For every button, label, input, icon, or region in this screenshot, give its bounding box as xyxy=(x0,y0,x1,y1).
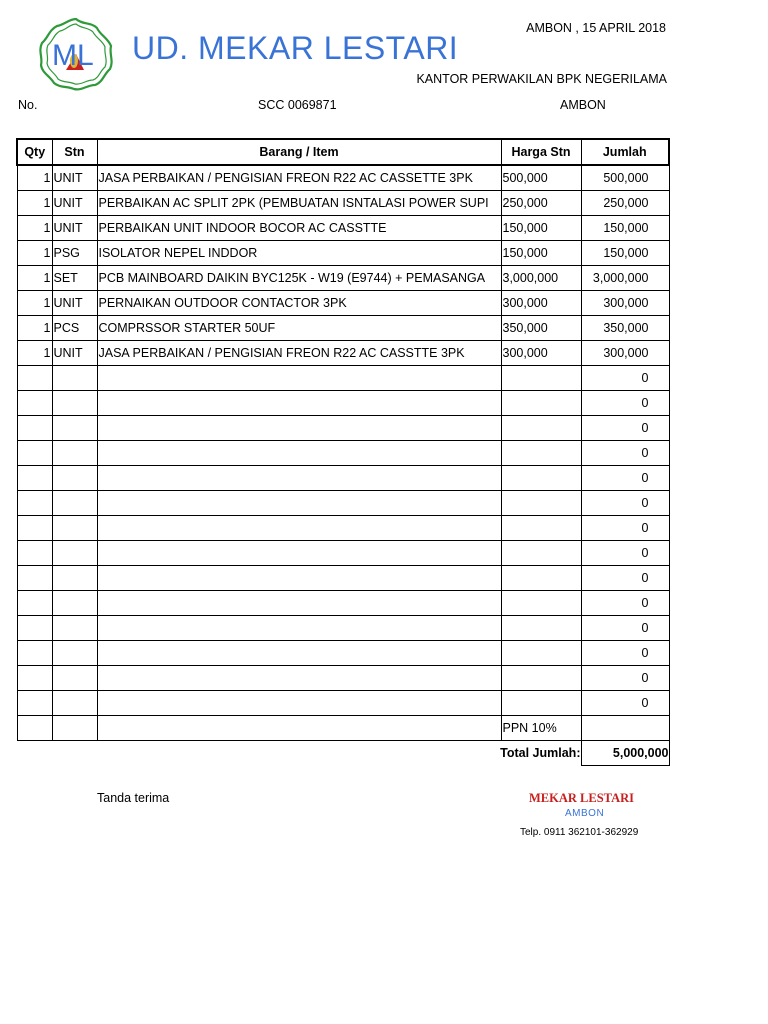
company-name: UD. MEKAR LESTARI xyxy=(132,30,459,66)
cell-qty: 1 xyxy=(17,241,52,266)
cell-total: 500,000 xyxy=(581,165,669,191)
cell-item xyxy=(97,616,501,641)
ppn-label: PPN 10% xyxy=(501,716,581,741)
cell-total: 0 xyxy=(581,416,669,441)
column-header-price: Harga Stn xyxy=(501,139,581,165)
cell-qty xyxy=(17,366,52,391)
cell-qty: 1 xyxy=(17,341,52,366)
table-row xyxy=(17,416,669,441)
cell-qty: 1 xyxy=(17,165,52,191)
cell-price xyxy=(501,566,581,591)
cell-qty: 1 xyxy=(17,291,52,316)
cell-stn xyxy=(52,591,97,616)
cell-item xyxy=(97,441,501,466)
table-row xyxy=(17,165,669,191)
cell-item xyxy=(97,566,501,591)
cell-qty xyxy=(17,541,52,566)
cell-stn: UNIT xyxy=(52,341,97,366)
cell-qty xyxy=(17,391,52,416)
company-logo xyxy=(36,16,116,92)
cell-price xyxy=(501,616,581,641)
city-label: AMBON xyxy=(560,98,606,112)
cell-stn xyxy=(52,516,97,541)
cell-qty xyxy=(17,566,52,591)
cell-qty xyxy=(17,591,52,616)
cell-qty: 1 xyxy=(17,191,52,216)
cell-qty xyxy=(17,666,52,691)
table-row xyxy=(17,266,669,291)
ppn-row xyxy=(17,716,669,741)
cell-stn xyxy=(52,566,97,591)
cell-qty xyxy=(17,516,52,541)
cell-total: 0 xyxy=(581,541,669,566)
column-header-total: Jumlah xyxy=(581,139,669,165)
signature-company: MEKAR LESTARI xyxy=(529,791,634,805)
table-row xyxy=(17,391,669,416)
table-row xyxy=(17,291,669,316)
cell-stn: UNIT xyxy=(52,216,97,241)
cell-item xyxy=(97,391,501,416)
cell-total: 300,000 xyxy=(581,341,669,366)
cell-stn xyxy=(52,616,97,641)
ppn-value xyxy=(581,716,669,741)
cell-stn: SET xyxy=(52,266,97,291)
cell-item xyxy=(97,491,501,516)
phone-number: Telp. 0911 362101-362929 xyxy=(520,827,639,838)
cell-total: 3,000,000 xyxy=(581,266,669,291)
table-row xyxy=(17,641,669,666)
cell-total: 250,000 xyxy=(581,191,669,216)
cell-qty: 1 xyxy=(17,266,52,291)
column-header-qty: Qty xyxy=(17,139,52,165)
cell-stn xyxy=(52,366,97,391)
cell-item: PCB MAINBOARD DAIKIN BYC125K - W19 (E9744) + PEMASANGA xyxy=(97,266,501,291)
cell-qty: 1 xyxy=(17,316,52,341)
cell-total: 0 xyxy=(581,391,669,416)
cell-qty xyxy=(17,416,52,441)
cell-total: 0 xyxy=(581,641,669,666)
total-value: 5,000,000 xyxy=(581,741,669,766)
cell-item: PERBAIKAN UNIT INDOOR BOCOR AC CASSTTE xyxy=(97,216,501,241)
cell-total: 0 xyxy=(581,591,669,616)
table-row xyxy=(17,491,669,516)
table-header-row xyxy=(17,139,669,165)
cell-stn xyxy=(52,691,97,716)
cell-qty xyxy=(17,641,52,666)
total-row xyxy=(17,741,669,766)
cell-price xyxy=(501,641,581,666)
cell-item: COMPRSSOR STARTER 50UF xyxy=(97,316,501,341)
cell-stn: PCS xyxy=(52,316,97,341)
table-row xyxy=(17,541,669,566)
cell-price xyxy=(501,416,581,441)
cell-price: 150,000 xyxy=(501,241,581,266)
cell-price xyxy=(501,591,581,616)
cell-price xyxy=(501,691,581,716)
cell-item xyxy=(97,541,501,566)
cell-stn xyxy=(52,416,97,441)
cell-stn xyxy=(52,491,97,516)
cell-item xyxy=(97,466,501,491)
cell-total: 0 xyxy=(581,441,669,466)
cell-stn xyxy=(52,641,97,666)
cell-price: 300,000 xyxy=(501,291,581,316)
cell-total: 0 xyxy=(581,466,669,491)
table-row xyxy=(17,466,669,491)
number-label: No. xyxy=(18,98,38,112)
cell-item xyxy=(97,416,501,441)
cell-stn: UNIT xyxy=(52,165,97,191)
cell-stn xyxy=(52,391,97,416)
cell-stn: UNIT xyxy=(52,291,97,316)
table-row xyxy=(17,516,669,541)
cell-item xyxy=(97,641,501,666)
cell-price xyxy=(501,366,581,391)
table-row xyxy=(17,666,669,691)
cell-price: 300,000 xyxy=(501,341,581,366)
table-row xyxy=(17,316,669,341)
cell-item: ISOLATOR NEPEL INDDOR xyxy=(97,241,501,266)
table-row xyxy=(17,441,669,466)
cell-item xyxy=(97,516,501,541)
cell-total: 150,000 xyxy=(581,216,669,241)
cell-item: PERNAIKAN OUTDOOR CONTACTOR 3PK xyxy=(97,291,501,316)
cell-total: 0 xyxy=(581,691,669,716)
cell-stn: PSG xyxy=(52,241,97,266)
cell-item xyxy=(97,666,501,691)
cell-qty xyxy=(17,616,52,641)
total-label: Total Jumlah: xyxy=(500,746,581,761)
table-row xyxy=(17,566,669,591)
cell-price xyxy=(501,516,581,541)
cell-price xyxy=(501,391,581,416)
cell-total: 150,000 xyxy=(581,241,669,266)
cell-qty xyxy=(17,691,52,716)
cell-total: 0 xyxy=(581,666,669,691)
cell-total: 350,000 xyxy=(581,316,669,341)
table-row xyxy=(17,191,669,216)
cell-price xyxy=(501,541,581,566)
cell-stn: UNIT xyxy=(52,191,97,216)
table-row xyxy=(17,616,669,641)
addressee: KANTOR PERWAKILAN BPK NEGERILAMA xyxy=(416,72,667,86)
cell-item: JASA PERBAIKAN / PENGISIAN FREON R22 AC CASSTTE 3PK xyxy=(97,341,501,366)
cell-price: 250,000 xyxy=(501,191,581,216)
cell-total: 0 xyxy=(581,516,669,541)
cell-price: 3,000,000 xyxy=(501,266,581,291)
receipt-signature-label: Tanda terima xyxy=(97,791,170,805)
cell-price xyxy=(501,441,581,466)
signature-city: AMBON xyxy=(565,808,605,819)
cell-total: 0 xyxy=(581,616,669,641)
logo-text: ML xyxy=(52,39,94,72)
cell-stn xyxy=(52,666,97,691)
cell-price: 150,000 xyxy=(501,216,581,241)
cell-total: 0 xyxy=(581,491,669,516)
table-row xyxy=(17,241,669,266)
column-header-stn: Stn xyxy=(52,139,97,165)
cell-stn xyxy=(52,441,97,466)
cell-item: JASA PERBAIKAN / PENGISIAN FREON R22 AC CASSETTE 3PK xyxy=(97,165,501,191)
cell-price xyxy=(501,666,581,691)
reference-number: SCC 0069871 xyxy=(258,98,337,112)
cell-item xyxy=(97,366,501,391)
document-date: AMBON , 15 APRIL 2018 xyxy=(526,21,666,35)
table-row xyxy=(17,216,669,241)
cell-item xyxy=(97,591,501,616)
cell-qty xyxy=(17,466,52,491)
cell-qty xyxy=(17,441,52,466)
cell-price xyxy=(501,466,581,491)
cell-item xyxy=(97,691,501,716)
table-row xyxy=(17,591,669,616)
cell-stn xyxy=(52,466,97,491)
column-header-item: Barang / Item xyxy=(97,139,501,165)
cell-price xyxy=(501,491,581,516)
cell-total: 0 xyxy=(581,566,669,591)
cell-total: 0 xyxy=(581,366,669,391)
invoice-table xyxy=(16,138,670,766)
cell-item: PERBAIKAN AC SPLIT 2PK (PEMBUATAN ISNTALASI POWER SUPI xyxy=(97,191,501,216)
cell-stn xyxy=(52,541,97,566)
cell-price: 350,000 xyxy=(501,316,581,341)
cell-price: 500,000 xyxy=(501,165,581,191)
cell-total: 300,000 xyxy=(581,291,669,316)
table-row xyxy=(17,691,669,716)
cell-qty xyxy=(17,491,52,516)
table-row xyxy=(17,341,669,366)
cell-qty: 1 xyxy=(17,216,52,241)
table-row xyxy=(17,366,669,391)
